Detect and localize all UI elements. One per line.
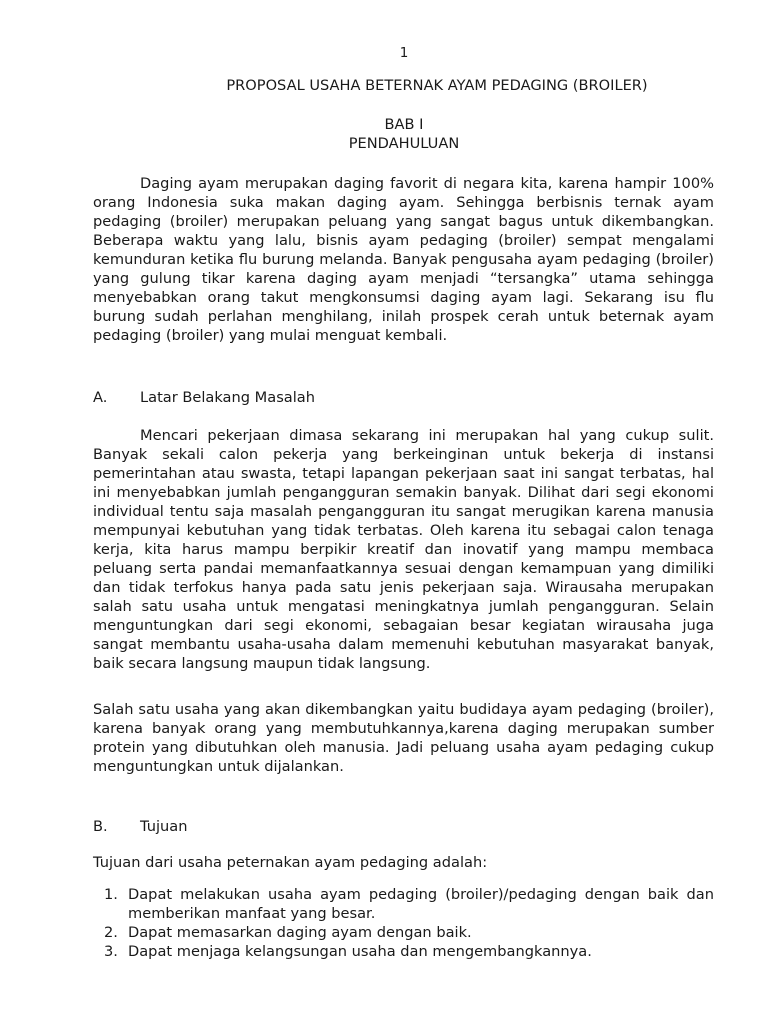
chapter-number: BAB I	[384, 116, 424, 133]
section-a-heading	[93, 388, 315, 407]
section-b-intro: Tujuan dari usaha peternakan ayam pedaging adalah:	[93, 854, 488, 871]
list-item-text: Dapat menjaga kelangsungan usaha dan mengembangkannya.	[128, 943, 592, 960]
list-item	[93, 942, 714, 961]
list-item-number: 1.	[104, 886, 118, 903]
list-item-number: 3.	[104, 943, 118, 960]
section-a-paragraph-2: Salah satu usaha yang akan dikembangkan yaitu budidaya ayam pedaging (broiler), karena banyak orang yang membutuhkannya,karena daging merupakan sumber protein yang dibutuhkan oleh manusia. Jadi peluang usaha ayam pedaging cukup menguntungkan untuk dijalankan.	[93, 701, 714, 775]
chapter-title: PENDAHULUAN	[348, 135, 460, 152]
section-a-title: Latar Belakang Masalah	[140, 389, 315, 406]
intro-paragraph: Daging ayam merupakan daging favorit di negara kita, karena hampir 100% orang Indonesia suka makan daging ayam. Sehingga berbisnis ternak ayam pedaging (broiler) merupakan peluang yang sangat bagus untuk dikembangkan. Beberapa waktu yang lalu, bisnis ayam pedaging (broiler) sempat mengalami kemunduran ketika flu burung melanda. Banyak pengusaha ayam pedaging (broiler) yang gulung tikar karena daging ayam menjadi “tersangka” utama sehingga menyebabkan orang takut mengkonsumsi daging ayam lagi. Sekarang isu flu burung sudah perlahan menghilang, inilah prospek cerah untuk beternak ayam pedaging (broiler) yang mulai menguat kembali.	[93, 175, 714, 344]
section-b-title: Tujuan	[140, 818, 188, 835]
list-item	[93, 885, 714, 923]
page-number: 1	[399, 45, 409, 61]
section-a-paragraph-1: Mencari pekerjaan dimasa sekarang ini merupakan hal yang cukup sulit. Banyak sekali calon pekerja yang berkeinginan untuk bekerja di instansi pemerintahan atau swasta, tetapi lapangan pekerjaan saat ini sangat terbatas, hal ini menyebabkan jumlah pengangguran semakin banyak. Dilihat dari segi ekonomi individual tentu saja masalah pengangguran itu sangat merugikan karena manusia mempunyai kebutuhan yang tidak terbatas. Oleh karena itu sebagai calon tenaga kerja, kita harus mampu berpikir kreatif dan inovatif yang mampu membaca peluang serta pandai memanfaatkannya sesuai dengan kemampuan yang dimiliki dan tidak terfokus hanya pada satu jenis pekerjaan saja. Wirausaha merupakan salah satu usaha untuk mengatasi meningkatnya jumlah pengangguran. Selain menguntungkan dari segi ekonomi, sebagaian besar kegiatan wirausaha juga sangat membantu usaha-usaha dalam memenuhi kebutuhan masyarakat banyak, baik secara langsung maupun tidak langsung.	[93, 427, 714, 672]
list-item-text: Dapat melakukan usaha ayam pedaging (broiler)/pedaging dengan baik dan memberikan manfaat yang besar.	[128, 886, 714, 922]
list-item	[93, 923, 714, 942]
list-item-number: 2.	[104, 924, 118, 941]
section-a-letter: A.	[93, 389, 108, 406]
list-item-text: Dapat memasarkan daging ayam dengan baik.	[128, 924, 472, 941]
objectives-list	[93, 885, 714, 961]
document-title: PROPOSAL USAHA BETERNAK AYAM PEDAGING (BROILER)	[226, 77, 648, 94]
section-b-heading	[93, 817, 187, 836]
section-b-letter: B.	[93, 818, 108, 835]
